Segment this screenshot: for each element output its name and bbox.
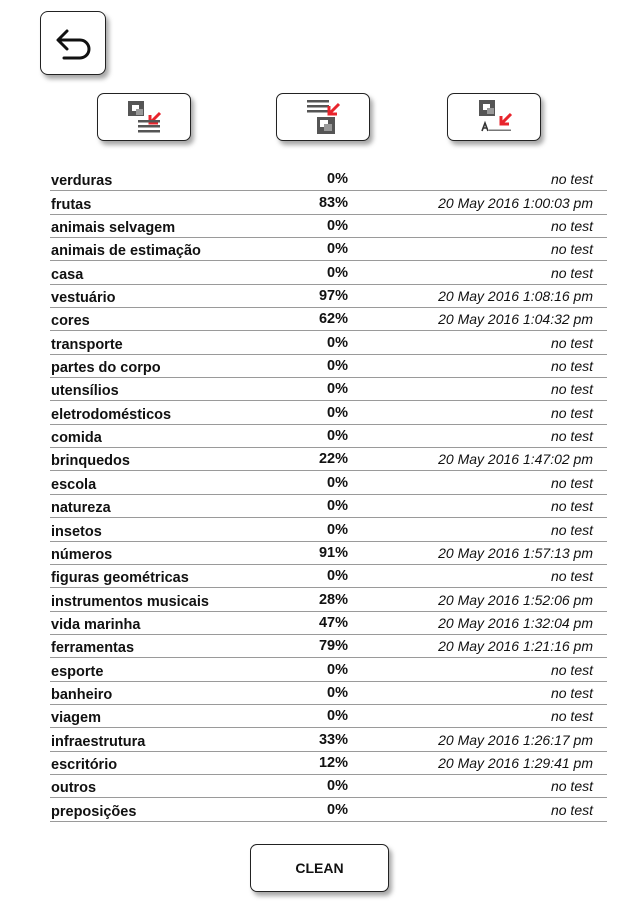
test-date: 20 May 2016 1:21:16 pm xyxy=(438,638,593,655)
back-button[interactable] xyxy=(40,11,106,75)
category-name: cores xyxy=(51,313,90,330)
table-row xyxy=(50,308,607,331)
test-date: no test xyxy=(550,334,593,351)
test-date: no test xyxy=(550,661,593,678)
test-date: no test xyxy=(550,498,593,515)
category-score: 0% xyxy=(327,404,348,421)
category-score: 83% xyxy=(318,194,348,211)
table-row xyxy=(50,191,607,214)
test-date: 20 May 2016 1:57:13 pm xyxy=(438,544,593,561)
category-name: brinquedos xyxy=(51,453,130,470)
category-name: escola xyxy=(51,476,97,493)
test-date: 20 May 2016 1:47:02 pm xyxy=(438,451,593,468)
category-name: vestuário xyxy=(51,290,116,307)
table-row xyxy=(50,331,607,354)
category-name: natureza xyxy=(51,500,111,517)
table-row xyxy=(50,775,607,798)
category-score: 91% xyxy=(318,544,348,561)
category-name: casa xyxy=(51,266,84,283)
category-score: 47% xyxy=(318,614,348,631)
text-to-image-mode-button[interactable] xyxy=(276,93,370,141)
table-row xyxy=(50,215,607,238)
table-row xyxy=(50,612,607,635)
category-score: 33% xyxy=(318,731,348,748)
table-row xyxy=(50,238,607,261)
category-name: banheiro xyxy=(51,686,113,703)
category-name: preposições xyxy=(51,803,137,820)
test-date: no test xyxy=(550,801,593,818)
category-score: 79% xyxy=(318,638,348,655)
category-name: frutas xyxy=(51,196,92,213)
category-score: 0% xyxy=(327,708,348,725)
category-name: ferramentas xyxy=(51,640,135,657)
table-row xyxy=(50,425,607,448)
test-date: no test xyxy=(550,684,593,701)
test-date: 20 May 2016 1:29:41 pm xyxy=(438,754,593,771)
category-name: viagem xyxy=(51,710,101,727)
category-score: 0% xyxy=(327,171,348,188)
test-date: no test xyxy=(550,404,593,421)
category-score: 0% xyxy=(327,381,348,398)
category-name: animais selvagem xyxy=(51,220,176,237)
category-name: instrumentos musicais xyxy=(51,593,209,610)
test-date: no test xyxy=(550,264,593,281)
category-score: 0% xyxy=(327,428,348,445)
category-score: 0% xyxy=(327,801,348,818)
category-score: 0% xyxy=(327,218,348,235)
category-score: 0% xyxy=(327,358,348,375)
test-date: 20 May 2016 1:04:32 pm xyxy=(438,311,593,328)
category-score: 12% xyxy=(318,754,348,771)
test-date: no test xyxy=(550,381,593,398)
test-date: 20 May 2016 1:00:03 pm xyxy=(438,194,593,211)
category-score: 0% xyxy=(327,684,348,701)
category-name: partes do corpo xyxy=(51,360,161,377)
table-row xyxy=(50,658,607,681)
image-to-text-mode-icon xyxy=(124,99,164,135)
test-date: 20 May 2016 1:32:04 pm xyxy=(438,614,593,631)
table-row xyxy=(50,448,607,471)
test-date: no test xyxy=(550,428,593,445)
table-row xyxy=(50,261,607,284)
category-name: vida marinha xyxy=(51,616,141,633)
test-date: no test xyxy=(550,241,593,258)
category-name: figuras geométricas xyxy=(51,570,189,587)
category-score: 0% xyxy=(327,568,348,585)
table-row xyxy=(50,682,607,705)
category-score: 0% xyxy=(327,334,348,351)
category-name: esporte xyxy=(51,663,104,680)
test-date: no test xyxy=(550,778,593,795)
table-row xyxy=(50,168,607,191)
test-date: no test xyxy=(550,171,593,188)
category-score: 0% xyxy=(327,241,348,258)
category-score: 0% xyxy=(327,264,348,281)
category-name: outros xyxy=(51,780,97,797)
table-row xyxy=(50,705,607,728)
clean-button[interactable]: CLEAN xyxy=(250,844,389,892)
category-name: utensílios xyxy=(51,383,119,400)
category-name: infraestrutura xyxy=(51,733,146,750)
table-row xyxy=(50,378,607,401)
image-to-letter-mode-icon xyxy=(473,98,515,136)
category-score: 0% xyxy=(327,498,348,515)
category-score: 62% xyxy=(318,311,348,328)
table-row xyxy=(50,728,607,751)
category-name: insetos xyxy=(51,523,102,540)
category-score: 0% xyxy=(327,661,348,678)
table-row xyxy=(50,542,607,565)
category-name: escritório xyxy=(51,756,118,773)
category-score: 97% xyxy=(318,288,348,305)
image-to-text-mode-button[interactable] xyxy=(97,93,191,141)
category-name: animais de estimação xyxy=(51,243,201,260)
category-score: 0% xyxy=(327,474,348,491)
category-name: números xyxy=(51,546,113,563)
category-score: 28% xyxy=(318,591,348,608)
test-date: no test xyxy=(550,708,593,725)
table-row xyxy=(50,798,607,821)
table-row xyxy=(50,401,607,424)
category-name: eletrodomésticos xyxy=(51,406,172,423)
results-table xyxy=(50,168,607,822)
table-row xyxy=(50,635,607,658)
test-date: 20 May 2016 1:52:06 pm xyxy=(438,591,593,608)
category-name: transporte xyxy=(51,336,123,353)
table-row xyxy=(50,565,607,588)
test-date: 20 May 2016 1:26:17 pm xyxy=(438,731,593,748)
table-row xyxy=(50,518,607,541)
category-name: verduras xyxy=(51,173,113,190)
table-row xyxy=(50,495,607,518)
test-date: no test xyxy=(550,358,593,375)
test-date: no test xyxy=(550,568,593,585)
table-row xyxy=(50,355,607,378)
text-to-image-mode-icon xyxy=(303,98,343,136)
test-date: no test xyxy=(550,521,593,538)
back-arrow-icon xyxy=(50,23,96,63)
table-row xyxy=(50,752,607,775)
table-row xyxy=(50,588,607,611)
category-score: 0% xyxy=(327,521,348,538)
image-to-letter-mode-button[interactable] xyxy=(447,93,541,141)
category-name: comida xyxy=(51,430,102,447)
test-date: no test xyxy=(550,474,593,491)
category-score: 0% xyxy=(327,778,348,795)
table-row xyxy=(50,471,607,494)
category-score: 22% xyxy=(318,451,348,468)
test-date: 20 May 2016 1:08:16 pm xyxy=(438,288,593,305)
table-row xyxy=(50,285,607,308)
test-date: no test xyxy=(550,218,593,235)
